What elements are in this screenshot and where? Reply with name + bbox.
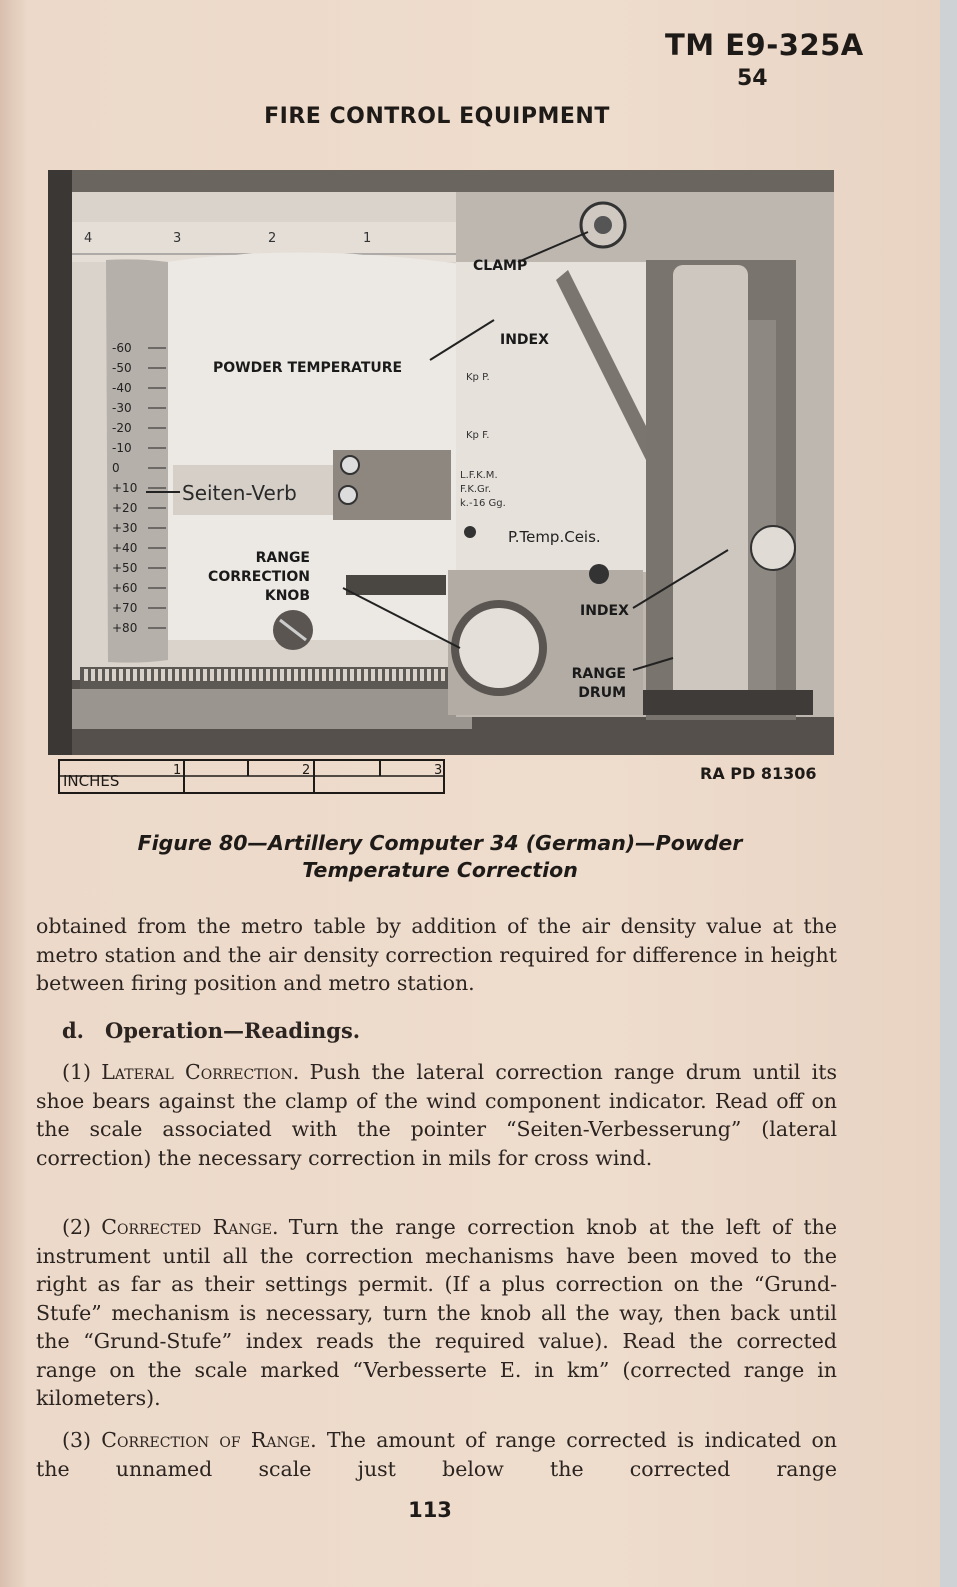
rack-tooth [301,669,305,681]
section-number: 54 [737,66,768,91]
rack-tooth [196,669,200,681]
rack-tooth [259,669,263,681]
left-scale-label: +40 [112,541,138,555]
photo-reference: RA PD 81306 [700,764,817,783]
section-heading: d. Operation—Readings. [62,1018,361,1043]
rack-tooth [182,669,186,681]
paragraph-3-text: The amount of range corrected is indicated on the unnamed scale just below the corrected range [36,1428,837,1481]
rack-tooth [406,669,410,681]
callout-range-correction-knob-1: RANGE [255,550,310,566]
rack-tooth [147,669,151,681]
left-scale-label: +70 [112,601,138,615]
figure-photograph [48,170,834,755]
paragraph-2-number: (2) [62,1215,92,1239]
callout-index-right: INDEX [580,603,629,619]
rack-tooth [357,669,361,681]
left-scale-label: -10 [112,441,132,455]
rack-tooth [441,669,445,681]
paragraph-1-title: Lateral Correction. [101,1060,300,1084]
rack-tooth [266,669,270,681]
paragraph-3-title: Correction of Range. [101,1428,317,1452]
left-scale-label: +10 [112,481,138,495]
rack-tooth [308,669,312,681]
ruler-mark-2: 2 [302,763,311,778]
ruler-mark-3: 3 [434,763,443,778]
rack-tooth [161,669,165,681]
callout-range-drum-1: RANGE [571,666,626,682]
caption-line-2: Temperature Correction [302,858,578,882]
left-scale-label: 0 [112,461,120,475]
rack-tooth [217,669,221,681]
rack-tooth [105,669,109,681]
rack-tooth [378,669,382,681]
callout-clamp: CLAMP [473,258,528,274]
rack-tooth [371,669,375,681]
paragraph-3-number: (3) [62,1428,92,1452]
ruler-unit-label: INCHES [63,772,120,790]
paragraph-2-title: Corrected Range. [101,1215,279,1239]
left-scale-label: -50 [112,361,132,375]
callout-range-correction-knob-2: CORRECTION [208,569,310,585]
inch-ruler [58,758,446,796]
rack-tooth [322,669,326,681]
rack-tooth [420,669,424,681]
paragraph-1-text: Push the lateral correction range drum until its shoe bears against the clamp of the wind component indicator. Read off on the scale associated with the pointer “Seiten-Verbesserung” (lateral correction) the necessary correction in mils for cross wind. [36,1060,837,1170]
rack-tooth [336,669,340,681]
svg-text:F.K.Gr.: F.K.Gr. [460,484,492,495]
callout-index-top: INDEX [500,332,549,348]
svg-text:L.F.K.M.: L.F.K.M. [460,470,498,481]
left-scale-label: +60 [112,581,138,595]
rack-tooth [294,669,298,681]
p-temp-marking: P.Temp.Ceis. [508,528,601,546]
ruler-mark-1: 1 [173,763,182,778]
rack-tooth [315,669,319,681]
paragraph-2-text: Turn the range correction knob at the left of the instrument until all the correction mechanisms have been moved to the right as far as their settings permit. (If a plus correction on the “Grund-Stufe” mechanism is necessary, turn the knob all the way, then back until the “Grund-Stufe” index reads the required value). Read the corrected range on the scale marked “Verbesserte E. in km” (corrected range in kilometers). [36,1215,837,1410]
rack-tooth [140,669,144,681]
callout-powder-temperature: POWDER TEMPERATURE [213,360,403,376]
left-scale-label: +80 [112,621,138,635]
paragraph-3 [36,1426,837,1483]
rack-tooth [112,669,116,681]
left-scale-label: -40 [112,381,132,395]
svg-text:2: 2 [268,231,277,246]
svg-text:Kp P.: Kp P. [466,372,490,383]
rack-tooth [210,669,214,681]
rack-tooth [273,669,277,681]
figure-caption [60,830,820,884]
svg-text:k.-16 Gg.: k.-16 Gg. [460,498,506,509]
rack-tooth [385,669,389,681]
rack-tooth [329,669,333,681]
svg-text:4: 4 [84,231,93,246]
rack-tooth [434,669,438,681]
rack-tooth [203,669,207,681]
manual-number: TM E9-325A [665,28,864,62]
rack-tooth [413,669,417,681]
rack-tooth [98,669,102,681]
svg-text:1: 1 [363,231,372,246]
rack-tooth [154,669,158,681]
page-edge [940,0,957,1587]
callout-range-correction-knob-3: KNOB [264,588,310,604]
running-title: FIRE CONTROL EQUIPMENT [264,104,610,129]
rack-tooth [168,669,172,681]
left-scale-label: +50 [112,561,138,575]
rack-tooth [126,669,130,681]
seiten-verb-label: Seiten-Verb [182,481,297,505]
caption-line-1: Figure 80—Artillery Computer 34 (German)—Powder [137,831,743,855]
svg-text:Kp F.: Kp F. [466,430,490,441]
rack-tooth [231,669,235,681]
paragraph-1 [36,1058,837,1172]
rack-tooth [350,669,354,681]
rack-tooth [175,669,179,681]
rack-tooth [392,669,396,681]
rack-tooth [133,669,137,681]
rack-tooth [224,669,228,681]
left-scale-label: -30 [112,401,132,415]
rack-tooth [343,669,347,681]
svg-text:3: 3 [173,231,182,246]
rack-tooth [84,669,88,681]
page-number: 113 [408,1498,452,1522]
rack-tooth [399,669,403,681]
left-scale-label: -60 [112,341,132,355]
rack-tooth [364,669,368,681]
left-scale-label: +20 [112,501,138,515]
callout-range-drum-2: DRUM [578,685,626,701]
rack-tooth [287,669,291,681]
paragraph-1-number: (1) [62,1060,92,1084]
left-scale-label: +30 [112,521,138,535]
rack-tooth [91,669,95,681]
rack-tooth [189,669,193,681]
rack-tooth [245,669,249,681]
rack-tooth [280,669,284,681]
rack-tooth [252,669,256,681]
rack-tooth [119,669,123,681]
paragraph-intro: obtained from the metro table by addition of the air density value at the metro station and the air density correction required for difference in height between firing position and metro station. [36,914,837,995]
rack-tooth [238,669,242,681]
left-scale-label: -20 [112,421,132,435]
paragraph-2 [36,1213,837,1413]
rack-tooth [427,669,431,681]
